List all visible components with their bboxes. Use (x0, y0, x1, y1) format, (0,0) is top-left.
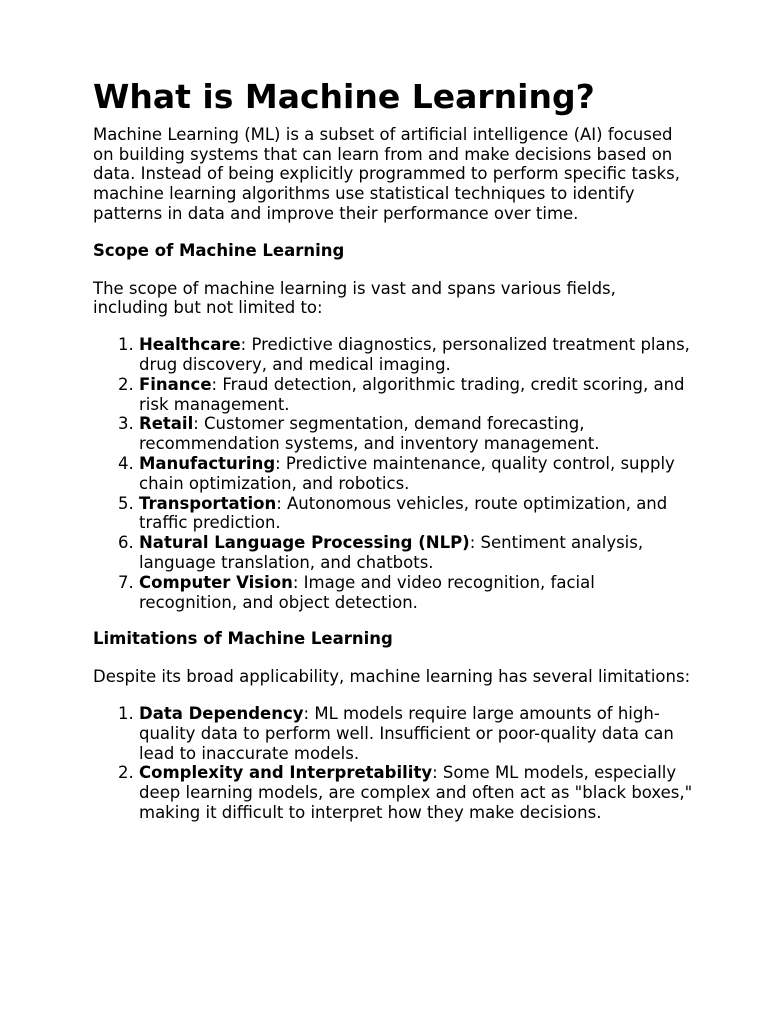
list-item-term: Transportation (139, 493, 277, 513)
list-item-term: Complexity and Interpretability (139, 763, 433, 783)
list-item-text: : Sentiment analysis, language translation, and chatbots. (139, 533, 644, 572)
list-item-term: Computer Vision (139, 572, 293, 592)
list-item (139, 533, 693, 573)
list-item-term: Retail (139, 414, 194, 434)
list-item-term: Finance (139, 374, 212, 394)
list-item-text: : Fraud detection, algorithmic trading, credit scoring, and risk management. (139, 374, 685, 414)
list-item-text: : Autonomous vehicles, route optimization, and traffic prediction. (139, 493, 668, 533)
list-item (139, 335, 693, 375)
document-page (93, 77, 693, 823)
scope-list (93, 335, 693, 612)
list-item-text: : Customer segmentation, demand forecasting, recommendation systems, and inventory management. (139, 414, 600, 454)
list-item (139, 704, 693, 763)
list-item-term: Data Dependency (139, 703, 304, 723)
list-item-term: Healthcare (139, 335, 241, 355)
list-item-text: : Image and video recognition, facial recognition, and object detection. (139, 572, 595, 612)
list-item-text: : Some ML models, especially deep learning models, are complex and often act as "black boxes," making it difficult to interpret how they make decisions. (139, 763, 693, 822)
list-item (139, 494, 693, 534)
section-paragraph-what-is-ml: Machine Learning (ML) is a subset of artificial intelligence (AI) focused on building systems that can learn from and make decisions based on data. Instead of being explicitly programmed to perform specific tasks, machine learning algorithms use statistical techniques to identify patterns in data and improve their performance over time. (93, 124, 681, 223)
list-item-term: Manufacturing (139, 453, 276, 473)
list-item (139, 414, 693, 454)
list-item-term: Natural Language Processing (NLP) (139, 533, 470, 553)
section-heading-scope: Scope of Machine Learning (93, 240, 345, 260)
list-item-text: : Predictive diagnostics, personalized treatment plans, drug discovery, and medical imaging. (139, 335, 690, 374)
limitations-list (93, 704, 693, 823)
list-item (139, 573, 693, 613)
section-paragraph-scope: The scope of machine learning is vast and spans various fields, including but not limited to: (93, 278, 616, 318)
list-item (139, 454, 693, 494)
list-item (139, 375, 693, 415)
section-heading-what-is-ml: What is Machine Learning? (93, 77, 595, 116)
list-item-text: : Predictive maintenance, quality control, supply chain optimization, and robotics. (139, 453, 675, 493)
list-item-text: : ML models require large amounts of high-quality data to perform well. Insufficient or poor-quality data can lead to inaccurate models. (139, 703, 674, 763)
section-heading-limitations: Limitations of Machine Learning (93, 629, 393, 649)
list-item (139, 763, 693, 822)
section-paragraph-limitations: Despite its broad applicability, machine learning has several limitations: (93, 667, 691, 687)
